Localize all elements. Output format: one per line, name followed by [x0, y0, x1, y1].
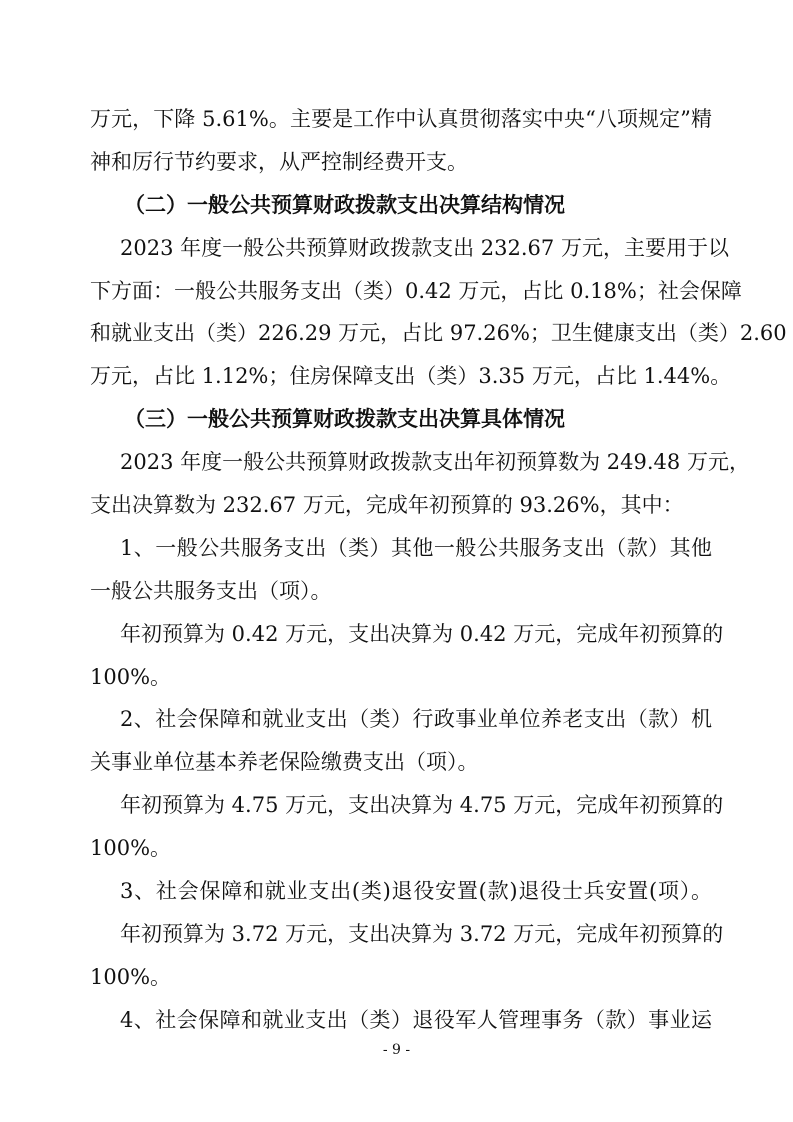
- text-line: 2023 年度一般公共预算财政拨款支出年初预算数为 249.48 万元，: [120, 450, 750, 475]
- text-line: 年初预算为 3.72 万元，支出决算为 3.72 万元，完成年初预算的: [120, 921, 724, 946]
- section-heading: （二）一般公共预算财政拨款支出决算结构情况: [124, 191, 565, 217]
- text-line: 年初预算为 4.75 万元，支出决算为 4.75 万元，完成年初预算的: [120, 793, 724, 818]
- text-line: 下方面：一般公共服务支出（类）0.42 万元，占比 0.18%；社会保障: [90, 278, 742, 303]
- text-line: 2、社会保障和就业支出（类）行政事业单位养老支出（款）机: [120, 707, 712, 732]
- text-line: 万元，下降 5.61%。主要是工作中认真贯彻落实中央“八项规定”精: [90, 107, 712, 131]
- text-line: 100%。: [90, 664, 172, 689]
- page-number: - 9 -: [382, 1042, 411, 1058]
- text-line: 年初预算为 0.42 万元，支出决算为 0.42 万元，完成年初预算的: [120, 621, 724, 646]
- text-line: 4、社会保障和就业支出（类）退役军人管理事务（款）事业运: [120, 1007, 712, 1032]
- text-line: 关事业单位基本养老保险缴费支出（项）。: [90, 750, 479, 775]
- text-line: 2023 年度一般公共预算财政拨款支出 232.67 万元，主要用于以: [120, 235, 729, 260]
- document-body: [90, 98, 787, 1042]
- section-heading: （三）一般公共预算财政拨款支出决算具体情况: [124, 406, 565, 432]
- text-line: 100%。: [90, 836, 172, 861]
- text-line: 1、一般公共服务支出（类）其他一般公共服务支出（款）其他: [120, 535, 712, 560]
- text-line: 支出决算数为 232.67 万元，完成年初预算的 93.26%，其中：: [90, 493, 684, 518]
- text-line: 100%。: [90, 964, 172, 989]
- text-line: 3、社会保障和就业支出(类)退役安置(款)退役士兵安置(项）。: [120, 879, 712, 904]
- text-line: 和就业支出（类）226.29 万元，占比 97.26%；卫生健康支出（类）2.60: [90, 321, 787, 346]
- text-line: 一般公共服务支出（项）。: [90, 578, 332, 603]
- text-line: 万元，占比 1.12%；住房保障支出（类）3.35 万元，占比 1.44%。: [90, 364, 732, 389]
- text-line: 神和厉行节约要求，从严控制经费开支。: [90, 149, 468, 174]
